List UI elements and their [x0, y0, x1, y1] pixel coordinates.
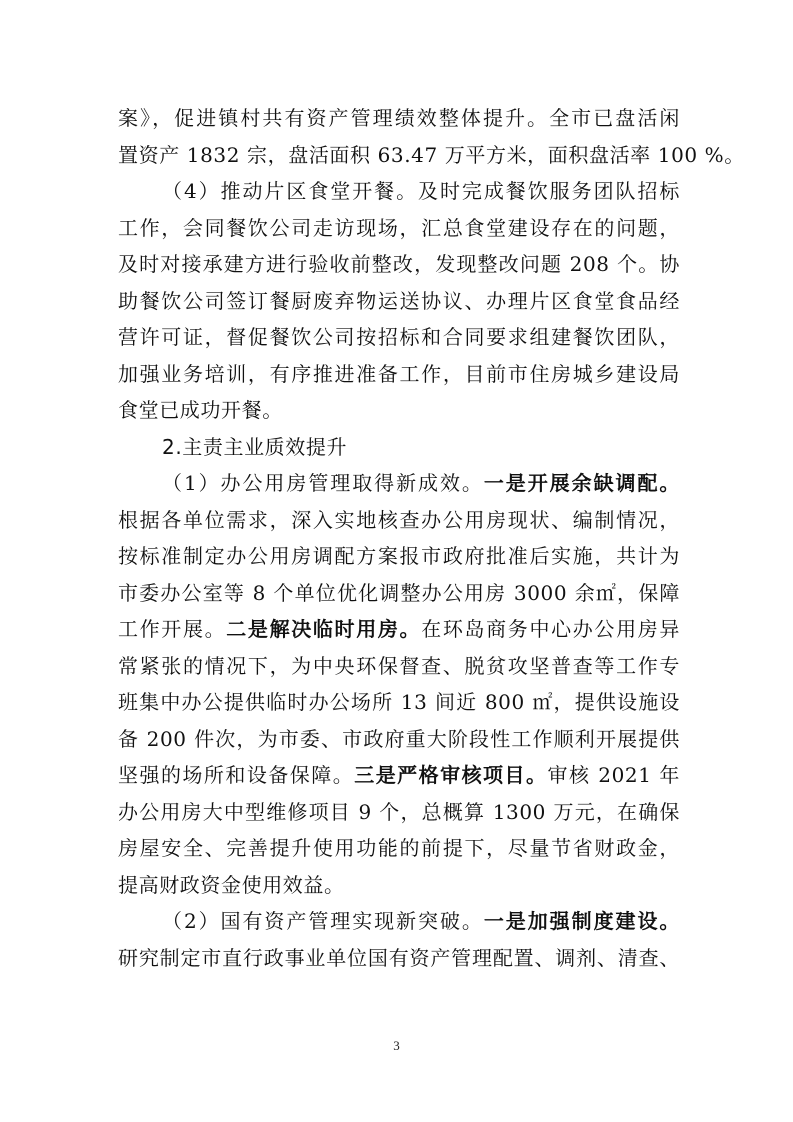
text-line	[118, 611, 680, 648]
text-line: 班集中办公提供临时办公场所 13 间近 800 ㎡，提供设施设	[118, 690, 680, 714]
page-number: 3	[393, 1038, 400, 1053]
text-line: 研究制定市直行政事业单位国有资产管理配置、调剂、清查、	[118, 945, 680, 970]
text-line: 提高财政资金使用效益。	[118, 872, 345, 897]
text-line: 案》，促进镇村共有资产管理绩效整体提升。全市已盘活闲	[118, 106, 680, 130]
text-line: 加强业务培训，有序推进准备工作，目前市住房城乡建设局	[118, 361, 680, 386]
text-line	[118, 903, 680, 940]
text-line: 市委办公室等 8 个单位优化调整办公用房 3000 余㎡，保障	[118, 580, 680, 605]
text-segment: 审核 2021 年	[547, 763, 680, 787]
text-line: 房屋安全、完善提升使用功能的前提下，尽量节省财政金，	[118, 836, 680, 860]
text-line: 助餐饮公司签订餐厨废弃物运送协议、办理片区食堂食品经	[118, 288, 680, 313]
text-line: 按标准制定办公用房调配方案报市政府批准后实施，共计为	[118, 544, 680, 568]
text-line: 工作，会同餐饮公司走访现场，汇总食堂建设存在的问题，	[118, 215, 680, 240]
text-line: 置资产 1832 宗，盘活面积 63.47 万平方米，面积盘活率 100 %。	[118, 142, 745, 167]
subsection-title: （1）办公用房管理取得新成效。	[162, 471, 484, 495]
text-line	[118, 465, 680, 502]
text-line: 办公用房大中型维修项目 9 个，总概算 1300 万元，在确保	[118, 799, 680, 824]
text-segment: 工作开展。	[118, 617, 227, 641]
bold-phrase: 三是严格审核项目。	[354, 763, 548, 787]
document-body	[118, 100, 745, 976]
text-line: 食堂已成功开餐。	[118, 398, 283, 422]
subsection-title: （2）国有资产管理实现新突破。	[162, 909, 484, 933]
text-line: 及时对接承建方进行验收前整改，发现整改问题 208 个。协	[118, 252, 680, 276]
bold-phrase: 二是解决临时用房。	[226, 617, 422, 641]
text-line: 营许可证，督促餐饮公司按招标和合同要求组建餐饮团队，	[118, 325, 680, 349]
text-line: 备 200 件次，为市委、市政府重大阶段性工作顺利开展提供	[118, 726, 680, 751]
text-segment: 在环岛商务中心办公用房异	[421, 617, 680, 641]
text-line	[118, 757, 680, 794]
bold-phrase: 一是加强制度建设。	[483, 909, 680, 933]
text-line: 常紧张的情况下，为中央环保督查、脱贫攻坚普查等工作专	[118, 653, 680, 678]
bold-phrase: 一是开展余缺调配。	[483, 471, 680, 495]
text-segment: 坚强的场所和设备保障。	[118, 763, 355, 787]
section-heading: 2.主责主业质效提升	[162, 434, 348, 459]
text-line: 根据各单位需求，深入实地核查办公用房现状、编制情况，	[118, 507, 680, 532]
text-line: （4）推动片区食堂开餐。及时完成餐饮服务团队招标	[162, 179, 680, 203]
